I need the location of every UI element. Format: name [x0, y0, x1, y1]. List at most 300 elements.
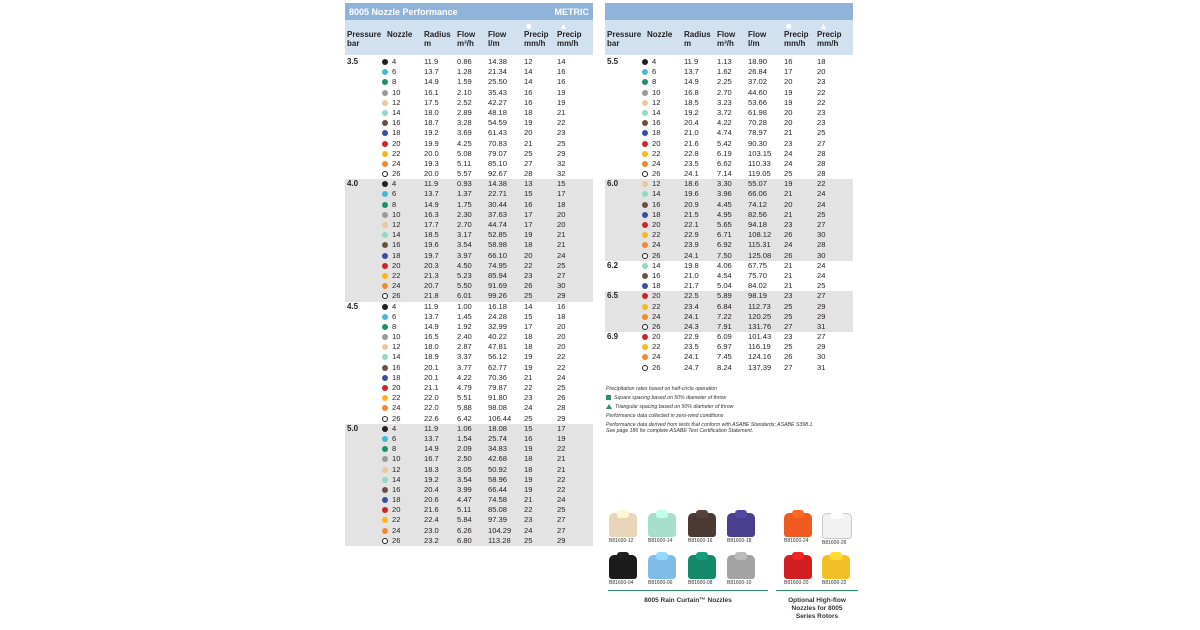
radius-cell: 23.5	[684, 342, 699, 352]
flow-m3h-cell: 4.95	[717, 209, 732, 219]
radius-cell: 22.5	[684, 291, 699, 301]
flow-m3h-cell: 0.93	[457, 179, 472, 189]
nozzle-cell: 24	[652, 240, 661, 250]
nozzle-icon	[688, 555, 716, 579]
nozzle-label: B81600-12	[609, 538, 634, 544]
flow-lm-cell: 55.07	[748, 179, 768, 189]
nozzle-cell: 26	[652, 250, 661, 260]
flow-lm-cell: 37.63	[488, 209, 508, 219]
precip-square-cell: 18	[524, 240, 533, 250]
nozzle-cell: 16	[392, 118, 401, 128]
precip-triangle-cell: 29	[817, 301, 826, 311]
flow-m3h-cell: 1.06	[457, 423, 472, 433]
nozzle-cell: 24	[652, 311, 661, 321]
precip-triangle-cell: 24	[817, 199, 826, 209]
nozzle-cell: 12	[392, 342, 401, 352]
radius-cell: 19.2	[424, 128, 439, 138]
pressure-group	[345, 179, 593, 301]
pressure-group	[605, 57, 853, 179]
nozzle-color-dot	[642, 293, 648, 299]
radius-cell: 24.1	[684, 311, 699, 321]
flow-lm-cell: 18.08	[488, 423, 508, 433]
nozzle-image	[648, 555, 678, 586]
flow-m3h-cell: 8.24	[717, 362, 732, 372]
square-icon: ■	[526, 21, 532, 31]
col-nozzle: Nozzle	[647, 30, 673, 39]
table-row	[345, 77, 593, 87]
precip-square-cell: 20	[784, 199, 793, 209]
precip-square-cell: 15	[524, 189, 533, 199]
table-row	[345, 515, 593, 525]
precip-square-cell: 16	[524, 433, 533, 443]
precip-triangle-cell: 24	[557, 250, 566, 260]
table-row	[605, 189, 853, 199]
nozzle-color-dot	[642, 283, 648, 289]
table-row	[605, 302, 853, 312]
radius-cell: 16.5	[424, 332, 439, 342]
table-row	[605, 352, 853, 362]
nozzle-cell: 22	[392, 515, 401, 525]
table-row	[345, 200, 593, 210]
triangle-icon	[606, 404, 612, 409]
flow-m3h-cell: 5.89	[717, 291, 732, 301]
flow-m3h-cell: 3.23	[717, 97, 732, 107]
nozzle-color-dot	[382, 263, 388, 269]
nozzle-color-dot	[382, 171, 388, 177]
precip-square-cell: 25	[784, 342, 793, 352]
nozzle-color-dot	[642, 79, 648, 85]
precip-square-cell: 23	[784, 332, 793, 342]
table-row	[345, 57, 593, 67]
flow-lm-cell: 79.87	[488, 383, 508, 392]
precip-square-cell: 21	[784, 281, 793, 291]
radius-cell: 22.6	[424, 413, 439, 423]
table-row	[605, 291, 853, 301]
nozzle-label: B81600-18	[727, 538, 752, 544]
flow-m3h-cell: 1.54	[457, 433, 472, 443]
precip-triangle-cell: 16	[557, 77, 566, 87]
nozzle-cell: 6	[392, 67, 397, 77]
table-row	[345, 128, 593, 138]
nozzle-color-dot	[382, 120, 388, 126]
table-row	[605, 200, 853, 210]
radius-cell: 23.4	[684, 301, 699, 311]
precip-triangle-cell: 20	[557, 342, 566, 352]
flow-m3h-cell: 5.57	[457, 169, 472, 179]
precip-square-cell: 18	[524, 454, 533, 464]
flow-lm-cell: 14.38	[488, 179, 508, 189]
nozzle-label: B81600-26	[822, 540, 847, 546]
caption-rain-curtain: 8005 Rain Curtain™ Nozzles	[644, 597, 732, 604]
precip-triangle-cell: 30	[557, 281, 566, 291]
nozzle-color-dot	[382, 181, 388, 187]
precip-square-cell: 19	[524, 362, 533, 372]
flow-lm-cell: 70.83	[488, 138, 508, 148]
nozzle-color-dot	[642, 365, 648, 371]
nozzle-cell: 4	[652, 57, 657, 66]
precip-square-cell: 19	[784, 97, 793, 107]
nozzle-color-dot	[382, 436, 388, 442]
nozzle-color-dot	[382, 334, 388, 340]
nozzle-color-dot	[382, 212, 388, 218]
table-row	[345, 98, 593, 108]
precip-triangle-cell: 29	[557, 148, 566, 158]
radius-cell: 20.1	[424, 372, 439, 382]
nozzle-color-dot	[382, 365, 388, 371]
flow-m3h-cell: 2.40	[457, 332, 472, 342]
precip-square-cell: 23	[784, 291, 793, 301]
table-row	[345, 403, 593, 413]
flow-m3h-cell: 4.25	[457, 138, 472, 148]
precip-square-cell: 19	[524, 118, 533, 128]
nozzle-color-dot	[382, 69, 388, 75]
nozzle-color-dot	[382, 130, 388, 136]
nozzle-color-dot	[382, 161, 388, 167]
precip-square-cell: 18	[524, 107, 533, 117]
col-flow-lm: Flow l/m	[488, 30, 507, 48]
nozzle-cell: 24	[392, 403, 401, 413]
col-precip-triangle: Precip mm/h	[557, 30, 582, 48]
nozzle-color-dot	[382, 405, 388, 411]
nozzle-cell: 14	[652, 189, 661, 199]
precip-triangle-cell: 22	[557, 444, 566, 454]
flow-m3h-cell: 2.10	[457, 87, 472, 97]
precip-square-cell: 14	[524, 301, 533, 311]
precip-square-cell: 27	[524, 158, 533, 168]
flow-m3h-cell: 5.51	[457, 393, 472, 403]
flow-lm-cell: 120.25	[748, 311, 772, 321]
radius-cell: 22.0	[424, 403, 439, 413]
precip-triangle-cell: 26	[557, 393, 566, 403]
precip-triangle-cell: 19	[557, 97, 566, 107]
nozzle-color-dot	[382, 242, 388, 248]
table-row	[345, 465, 593, 475]
flow-m3h-cell: 2.52	[457, 97, 472, 107]
radius-cell: 18.0	[424, 342, 439, 352]
table-row	[345, 169, 593, 179]
nozzle-color-dot	[642, 334, 648, 340]
flow-m3h-cell: 3.37	[457, 352, 472, 362]
radius-cell: 20.1	[424, 362, 439, 372]
nozzle-icon	[609, 555, 637, 579]
nozzle-cell: 16	[392, 240, 401, 250]
table-row	[605, 179, 853, 189]
flow-m3h-cell: 6.92	[717, 240, 732, 250]
radius-cell: 14.9	[424, 77, 439, 87]
flow-m3h-cell: 2.87	[457, 342, 472, 352]
nozzle-color-dot	[382, 283, 388, 289]
note-half-circle: Precipitation rates based on half-circle operation	[606, 386, 718, 392]
radius-cell: 21.3	[424, 270, 439, 280]
nozzle-color-dot	[642, 59, 648, 65]
precip-triangle-cell: 27	[817, 291, 826, 301]
footnotes	[606, 386, 856, 437]
nozzle-color-dot	[642, 100, 648, 106]
nozzle-cell: 14	[652, 107, 661, 117]
precip-triangle-cell: 19	[557, 87, 566, 97]
precip-triangle-cell: 25	[557, 138, 566, 148]
flow-m3h-cell: 3.05	[457, 464, 472, 474]
flow-m3h-cell: 3.28	[457, 118, 472, 128]
flow-m3h-cell: 3.72	[717, 107, 732, 117]
flow-lm-cell: 25.50	[488, 77, 508, 87]
precip-triangle-cell: 21	[557, 230, 566, 240]
precip-triangle-cell: 31	[817, 321, 826, 331]
table-row	[605, 139, 853, 149]
nozzle-color-dot	[382, 528, 388, 534]
flow-lm-cell: 94.18	[748, 220, 768, 229]
nozzle-cell: 18	[652, 281, 661, 291]
precip-triangle-cell: 18	[557, 199, 566, 209]
nozzle-cell: 4	[392, 179, 397, 189]
precip-square-cell: 25	[524, 291, 533, 301]
nozzle-color-dot	[382, 79, 388, 85]
flow-lm-cell: 125.08	[748, 250, 772, 260]
precip-square-cell: 19	[784, 87, 793, 97]
nozzle-color-dot	[382, 59, 388, 65]
flow-m3h-cell: 5.08	[457, 148, 472, 158]
nozzle-color-dot	[642, 344, 648, 350]
flow-m3h-cell: 2.70	[457, 220, 472, 229]
precip-triangle-cell: 29	[557, 413, 566, 423]
nozzle-cell: 4	[392, 423, 397, 433]
table-row	[345, 505, 593, 515]
precip-square-cell: 21	[784, 260, 793, 270]
precip-triangle-cell: 22	[557, 352, 566, 362]
flow-lm-cell: 78.97	[748, 128, 768, 138]
flow-m3h-cell: 5.04	[717, 281, 732, 291]
nozzle-color-dot	[382, 416, 388, 422]
radius-cell: 22.9	[684, 230, 699, 240]
table-row	[345, 424, 593, 434]
precip-triangle-cell: 22	[817, 87, 826, 97]
flow-m3h-cell: 5.84	[457, 515, 472, 525]
nozzle-cell: 20	[652, 220, 661, 229]
table-row	[605, 118, 853, 128]
precip-triangle-cell: 30	[817, 230, 826, 240]
nozzle-icon	[648, 555, 676, 579]
radius-cell: 24.1	[684, 352, 699, 362]
precip-triangle-cell: 32	[557, 169, 566, 179]
nozzle-cell: 4	[392, 57, 397, 66]
nozzle-cell: 26	[392, 169, 401, 179]
nozzle-color-dot	[382, 253, 388, 259]
nozzle-icon	[688, 513, 716, 537]
radius-cell: 13.7	[424, 311, 439, 321]
precip-square-cell: 20	[784, 118, 793, 128]
nozzle-cell: 20	[392, 383, 401, 392]
performance-table-left	[345, 3, 593, 546]
precip-triangle-cell: 29	[817, 342, 826, 352]
nozzle-label: B81600-22	[822, 580, 847, 586]
flow-lm-cell: 92.67	[488, 169, 508, 179]
radius-cell: 18.6	[684, 179, 699, 189]
nozzle-cell: 12	[652, 97, 661, 107]
flow-lm-cell: 98.19	[748, 291, 768, 301]
divider	[608, 590, 768, 591]
flow-m3h-cell: 2.25	[717, 77, 732, 87]
table-row	[345, 434, 593, 444]
flow-lm-cell: 106.44	[488, 413, 512, 423]
flow-lm-cell: 85.94	[488, 270, 508, 280]
pressure-group	[605, 179, 853, 261]
table-row	[345, 342, 593, 352]
flow-m3h-cell: 2.50	[457, 454, 472, 464]
flow-lm-cell: 56.12	[488, 352, 508, 362]
precip-triangle-cell: 20	[557, 332, 566, 342]
flow-lm-cell: 137.39	[748, 362, 772, 372]
radius-cell: 11.9	[424, 301, 439, 311]
nozzle-cell: 20	[652, 138, 661, 148]
precip-triangle-cell: 28	[817, 169, 826, 179]
precip-square-cell: 17	[784, 67, 793, 77]
table-body	[345, 55, 593, 546]
table-row	[345, 210, 593, 220]
precip-triangle-cell: 25	[817, 281, 826, 291]
radius-cell: 19.6	[684, 189, 699, 199]
flow-lm-cell: 25.74	[488, 433, 508, 443]
radius-cell: 20.6	[424, 495, 439, 505]
nozzle-color-dot	[382, 375, 388, 381]
precip-square-cell: 25	[524, 413, 533, 423]
flow-lm-cell: 101.43	[748, 332, 772, 342]
precip-square-cell: 22	[524, 260, 533, 270]
radius-cell: 23.2	[424, 535, 439, 545]
nozzle-color-dot	[642, 120, 648, 126]
nozzle-color-dot	[642, 324, 648, 330]
nozzle-icon	[648, 513, 676, 537]
nozzle-icon	[784, 513, 812, 537]
precip-square-cell: 23	[784, 138, 793, 148]
pressure-value: 6.5	[607, 291, 619, 301]
flow-lm-cell: 48.18	[488, 107, 508, 117]
precip-triangle-cell: 25	[817, 128, 826, 138]
nozzle-color-dot	[382, 344, 388, 350]
radius-cell: 24.7	[684, 362, 699, 372]
nozzle-color-dot	[642, 273, 648, 279]
note-asabe: Performance data derived from tests that conform with ASABE Standards; ASABE S398.1.	[606, 422, 814, 428]
precip-square-cell: 24	[784, 148, 793, 158]
flow-m3h-cell: 4.06	[717, 260, 732, 270]
precip-square-cell: 21	[524, 372, 533, 382]
radius-cell: 19.9	[424, 138, 439, 148]
nozzle-image	[822, 513, 852, 546]
nozzle-color-dot	[382, 467, 388, 473]
nozzle-color-dot	[642, 222, 648, 228]
flow-lm-cell: 44.60	[748, 87, 768, 97]
radius-cell: 20.4	[684, 118, 699, 128]
table-row	[345, 220, 593, 230]
nozzle-label: B81600-06	[648, 580, 673, 586]
precip-triangle-cell: 28	[817, 148, 826, 158]
radius-cell: 20.4	[424, 484, 439, 494]
precip-square-cell: 21	[784, 209, 793, 219]
precip-triangle-cell: 21	[557, 107, 566, 117]
precip-triangle-cell: 20	[557, 209, 566, 219]
precip-square-cell: 26	[524, 281, 533, 291]
table-row	[605, 312, 853, 322]
col-radius: Radius m	[684, 30, 711, 48]
flow-m3h-cell: 1.75	[457, 199, 472, 209]
flow-lm-cell: 119.05	[748, 169, 771, 179]
flow-lm-cell: 42.68	[488, 454, 508, 464]
pressure-value: 4.0	[347, 179, 359, 189]
flow-lm-cell: 108.12	[748, 230, 772, 240]
nozzle-cell: 16	[652, 199, 661, 209]
table-row	[345, 393, 593, 403]
nozzle-color-dot	[382, 538, 388, 544]
table-row	[605, 271, 853, 281]
precip-triangle-cell: 17	[557, 423, 566, 433]
nozzle-cell: 8	[652, 77, 657, 87]
table-row	[345, 475, 593, 485]
nozzle-image	[784, 555, 814, 586]
radius-cell: 22.9	[684, 332, 699, 342]
flow-m3h-cell: 7.50	[717, 250, 732, 260]
radius-cell: 23.0	[424, 525, 439, 535]
flow-lm-cell: 66.10	[488, 250, 508, 260]
radius-cell: 20.7	[424, 281, 439, 291]
nozzle-color-dot	[382, 100, 388, 106]
table-row	[605, 149, 853, 159]
precip-square-cell: 19	[524, 444, 533, 454]
nozzle-color-dot	[642, 232, 648, 238]
precip-triangle-cell: 25	[557, 505, 566, 515]
flow-lm-cell: 47.81	[488, 342, 508, 352]
flow-lm-cell: 44.74	[488, 220, 508, 229]
nozzle-cell: 20	[392, 138, 401, 148]
table-row	[345, 261, 593, 271]
flow-m3h-cell: 5.11	[457, 505, 472, 515]
nozzle-image	[648, 513, 678, 544]
precip-triangle-cell: 21	[557, 464, 566, 474]
nozzle-color-dot	[382, 273, 388, 279]
table-row	[345, 149, 593, 159]
flow-lm-cell: 90.30	[748, 138, 768, 148]
flow-m3h-cell: 4.50	[457, 260, 472, 270]
flow-lm-cell: 97.39	[488, 515, 508, 525]
flow-m3h-cell: 3.77	[457, 362, 472, 372]
precip-triangle-cell: 28	[557, 403, 566, 413]
precip-square-cell: 21	[784, 128, 793, 138]
radius-cell: 14.9	[424, 444, 439, 454]
nozzle-color-dot	[382, 90, 388, 96]
flow-m3h-cell: 5.88	[457, 403, 472, 413]
nozzle-cell: 22	[652, 148, 661, 158]
flow-lm-cell: 61.98	[748, 107, 768, 117]
precip-triangle-cell: 21	[557, 454, 566, 464]
flow-m3h-cell: 6.84	[717, 301, 732, 311]
nozzle-cell: 20	[392, 505, 401, 515]
note-square: Square spacing based on 50% diameter of throw	[606, 395, 856, 401]
col-flow-lm: Flow l/m	[748, 30, 767, 48]
flow-lm-cell: 16.18	[488, 301, 508, 311]
precip-square-cell: 24	[784, 158, 793, 168]
flow-m3h-cell: 5.65	[717, 220, 732, 229]
performance-table-right	[605, 3, 853, 373]
precip-square-cell: 25	[524, 535, 533, 545]
nozzle-cell: 18	[652, 209, 661, 219]
nozzle-color-dot	[642, 314, 648, 320]
precip-triangle-cell: 29	[557, 291, 566, 301]
nozzle-color-dot	[642, 110, 648, 116]
precip-triangle-cell: 27	[557, 525, 566, 535]
flow-lm-cell: 66.06	[748, 189, 768, 199]
precip-triangle-cell: 23	[817, 77, 826, 87]
table-row	[345, 189, 593, 199]
precip-square-cell: 19	[784, 179, 793, 189]
table-row	[345, 251, 593, 261]
